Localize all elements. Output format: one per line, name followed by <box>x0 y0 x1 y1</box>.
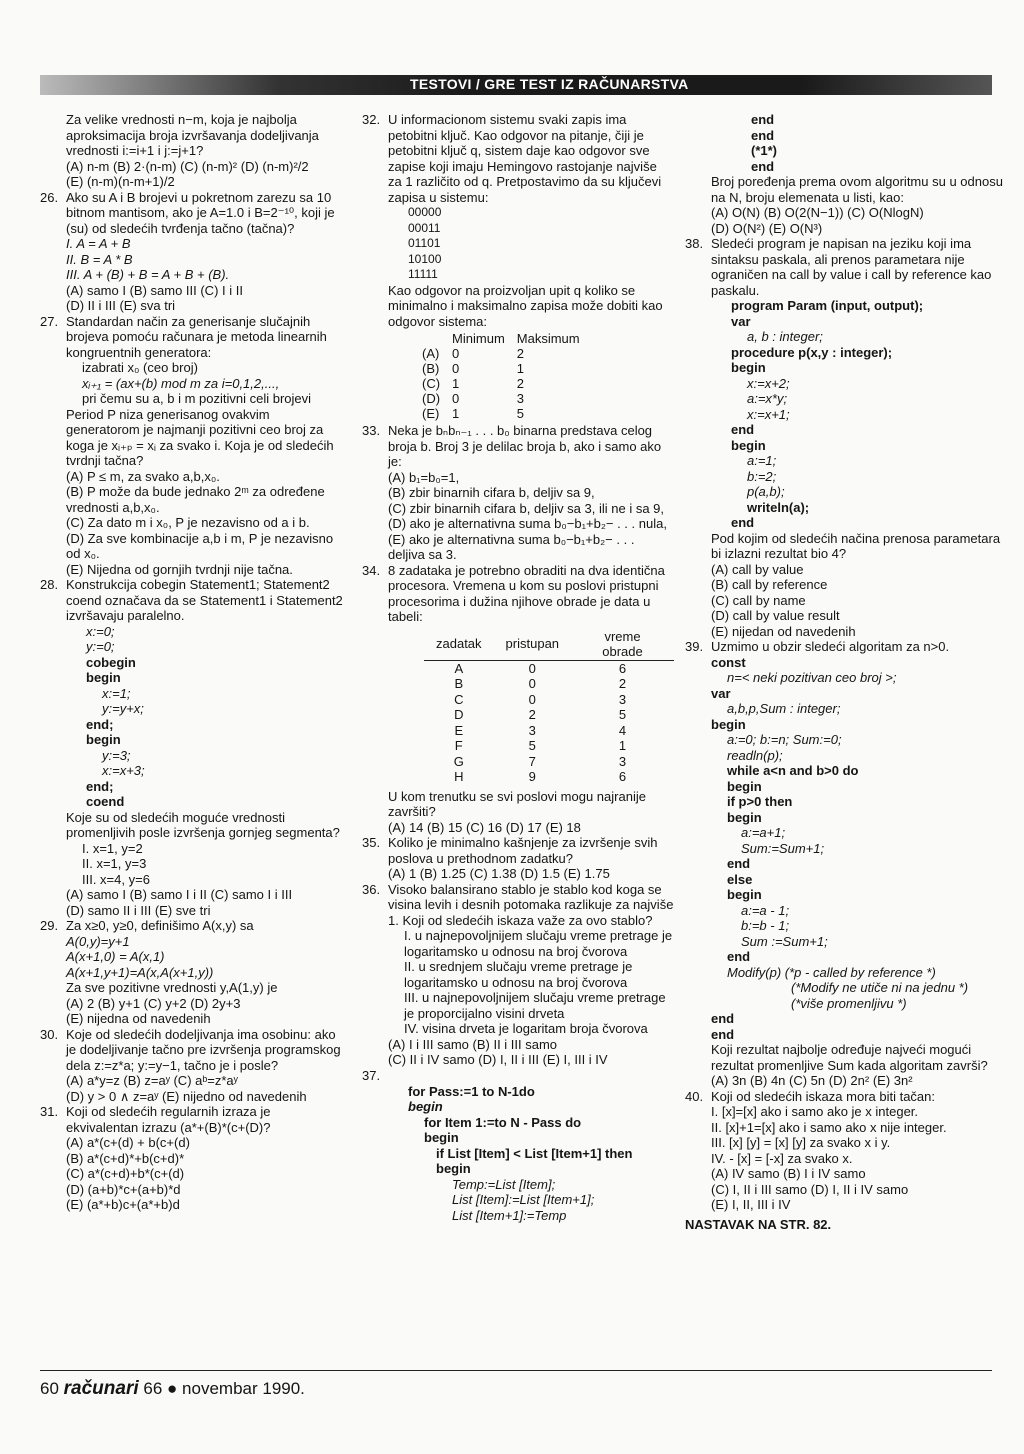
table-row: E 3 4 <box>454 722 627 738</box>
question-number: 34. <box>362 562 381 578</box>
question-number: 32. <box>362 112 381 127</box>
continued-note: NASTAVAK NA STR. 82. <box>685 1216 832 1232</box>
column-1 <box>40 112 345 1213</box>
table-row: (B) 0 1 <box>422 361 525 376</box>
question-39: 39. Uzmimo u obzir sledeći algoritam za n>0. const n=< neki pozitivan ceo broj >; var a,b,p,Sum : integer; begin a:=0; b:=n; Sum:=0; readln(p); while a<n and b>0 do begin if p>0 then begin a:=a+1; Sum:=Sum+1; end else begin a:=a - 1; b:=b - 1; Sum :=Sum+1; end Modify(p) (*p - called by reference *) (*Modify ne utiče ni na jednu *) (*više promenljivu *) end end Koji rezultat najbolje određuje najveći mogući rezultat promenljive Sum kada algoritam završi? (A) 3n (B) 4n (C) 5n (D) 2n² (E) 3n² <box>685 639 1007 1089</box>
question-number: 33. <box>362 423 381 438</box>
question-38: 38. Sledeći program je napisan na jeziku koji ima sintaksu paskala, ali prenos parametara nije ograničen na call by value i call by reference kao paskalu. program Param (input, output); var a, b : integer; procedure p(x,y : integer); begin x:=x+2; a:=x*y; x:=x+1; end begin a:=1; b:=2; p(a,b); writeln(a); end Pod kojim od sledećih načina prenosa parametara bi izlazni rezultat bio 4? (A) call by value (B) call by reference (C) call by name (D) call by value result (E) nijedan od navedenih <box>685 236 1007 639</box>
code-block: const n=< neki pozitivan ceo broj >; var a,b,p,Sum : integer; begin a:=0; b:=n; Sum:=0; readln(p); while a<n and b>0 do begin if p>0 then begin a:=a+1; Sum:=Sum+1; end else begin a:=a - 1; b:=b - 1; Sum :=Sum+1; end Modify(p) (*p - called by reference *) (*Modify ne utiče ni na jednu *) (*više promenljivu *) end end <box>711 654 969 1042</box>
question-number: 29. <box>40 918 59 933</box>
column-3 <box>685 112 1007 1232</box>
issue-number: 66 <box>143 1379 163 1398</box>
question-25-tail: Za velike vrednosti n−m, koja je najbolja aproksimacija broja izvršavanja dodeljivanja vrednosti i:=i+1 i j:=j+1? (A) n-m (B) 2·(n-m) (C) (n-m)² (D) (n-m)²/2 (E) (n-m)(n-m+1)/2 <box>66 112 319 189</box>
code-block: for Pass:=1 to N-1do begin for Item 1:=to N - Pass do begin if List [Item] < List [Item+1] then begin Temp:=List [Item]; List [Item]:=List [Item+1]; List [Item+1]:=Temp <box>408 1083 633 1223</box>
footer-rule <box>40 1370 992 1371</box>
table-row: (C) 1 2 <box>422 376 525 391</box>
task-table <box>424 629 674 785</box>
bullet-icon: ● <box>167 1379 178 1398</box>
table-row: A 0 6 <box>454 660 627 676</box>
question-number: 37. <box>362 1067 381 1083</box>
question-27: 27. Standardan način za generisanje slučajnih brojeva pomoću računara je metoda linearnih kongruentnih generatora: izabrati x₀ (ceo broj) xᵢ₊₁ = (ax+(b) mod m za i=0,1,2,..., pri čemu su a, b i m pozitivni celi brojevi Period P niza generisanog ovakvim generatorom je najmanji pozitivni ceo broj za koga je xᵢ₊ₚ = xᵢ za svako i. Koja je od sledećih tvrdnji tačna? (A) P ≤ m, za svako a,b,x₀. (B) P može da bude jednako 2ᵐ za određene vrednosti a,b,x₀. (C) Za dato m i x₀, P je nezavisno od a i b. (D) Za sve kombinacije a,b i m, P je nezavisno od x₀. (E) Nijedna od gornjih tvrdnji nije tačna. <box>40 313 334 577</box>
question-29: 29. Za x≥0, y≥0, definišimo A(x,y) sa A(0,y)=y+1 A(x+1,0) = A(x,1) A(x+1,y+1)=A(x,A(x+1,y)) Za sve pozitivne vrednosti y,A(1,y) je (A) 2 (B) y+1 (C) y+2 (D) 2y+3 (E) nijedna od navedenih <box>40 918 278 1026</box>
question-26: 26. Ako su A i B brojevi u pokretnom zarezu sa 10 bitnom mantisom, ako je A=1.0 i B=2⁻¹⁰, koji je (su) od sledećih tvrđenja tačno (tačna)? I. A = A + B II. B = A * B III. A + (B) + B = A + B + (B). (A) samo I (B) samo III (C) I i II (D) II i III (E) sva tri <box>40 189 335 313</box>
question-33: 33. Neka je bₙbₙ₋₁ . . . b₀ binarna predstava celog broja b. Broj 3 je delilac broja b, ako i samo ako je: (A) b₁=b₀=1, (B) zbir binarnih cifara b, deljiv sa 9, (C) zbir binarnih cifara b, deljiv sa 3, ili ne i sa 9, (D) ako je alternativna suma b₀−b₁+b₂− . . . nula, (E) ako je alternativna suma b₀−b₁+b₂− . . . deljiva sa 3. <box>362 423 667 562</box>
question-28: 28. Konstrukcija cobegin Statement1; Statement2 coend označava da se Statement1 i Statement2 izvršavaju paralelno. x:=0; y:=0; cobegin begin x:=1; y:=y+x; end; begin y:=3; x:=x+3; end; coend Koje su od sledećih moguće vrednosti promenljivih posle izvršenja gornjeg segmenta? I. x=1, y=2 II. x=1, y=3 III. x=4, y=6 (A) samo I (B) samo I i II (C) samo I i III (D) samo II i III (E) sve tri <box>40 577 345 918</box>
question-number: 39. <box>685 639 704 654</box>
question-34: 34. 8 zadataka je potrebno obraditi na dva identična procesora. Vremena u kom su poslovi pristupni procesorima i dužina njihove obrade je data u tabeli: zadatak pristupan vreme obrade A 0 6 B 0 2 C 0 3 D 2 5 E 3 4 F 5 1 G 7 3 H 9 6 U kom trenutku se svi poslovi mogu najranije završiti? (A) 14 (B) 15 (C) 16 (D) 17 (E) 18 <box>362 563 674 836</box>
question-32: 32. U informacionom sistemu svaki zapis ima petobitni ključ. Kao odgovor na pitanje, čiji je petobitni ključ q, sistem daje kao odgovor sve zapise koji imaju Hemingovo rastojanje najviše za 1 različito od q. Pretpostavimo da su ključevi zapisa u sistemu: 00000 00011 01101 10100 11111 Kao odgovor na proizvoljan upit q koliko se minimalno i maksimalno zapisa može dobiti kao odgovor sistema: Minimum Maksimum (A) 0 2 (B) 0 1 (C) 1 2 (D) 0 3 (E) 1 5 <box>362 112 674 421</box>
question-40: 40. Koji od sledećih iskaza mora biti tačan: I. [x]=[x] ako i samo ako je x integer. II. [x]+1=[x] ako i samo ako x nije integer. III. [x] [y] = [x] [y] za svako x i y. IV. - [x] = [-x] za svako x. (A) IV samo (B) I i IV samo (C) I, II i III samo (D) I, II i IV samo (E) I, II, III i IV <box>685 1088 947 1212</box>
column-2 <box>362 112 674 1223</box>
table-row: D 2 5 <box>454 707 627 722</box>
question-37-continued: end end (*1*) end Broj poređenja prema ovom algoritmu su u odnosu na N, broju elemenata u listi, kao: (A) O(N) (B) O(2(N−1)) (C) O(NlogN) (D) O(N²) (E) O(N³) <box>711 112 1003 236</box>
key-list: 00000 00011 01101 10100 11111 <box>408 205 442 281</box>
table-row: (D) 0 3 <box>422 391 525 406</box>
page-number: 60 <box>40 1379 59 1398</box>
question-number: 35. <box>362 835 381 850</box>
question-37 <box>362 1068 674 1224</box>
header-title: TESTOVI / GRE TEST IZ RAČUNARSTVA <box>410 76 689 92</box>
min-max-table <box>416 331 586 421</box>
table-row: C 0 3 <box>454 691 627 707</box>
code-block: program Param (input, output); var a, b : integer; procedure p(x,y : integer); begin x:=x+2; a:=x*y; x:=x+1; end begin a:=1; b:=2; p(a,b); writeln(a); end <box>731 298 924 530</box>
table-row: G 7 3 <box>453 753 627 769</box>
question-number: 27. <box>40 313 59 329</box>
question-30: 30. Koje od sledećih dodeljivanja ima osobinu: ako je dodeljivanje tačno pre izvršenja programskog dela z:=z*a; y:=y−1, tačno je i posle? (A) a*y=z (B) z=aʸ (C) aᵇ=z*aʸ (D) y > 0 ∧ z=aʸ (E) nijedno od navedenih <box>40 1026 341 1104</box>
page-footer <box>40 1378 305 1400</box>
question-number: 40. <box>685 1088 704 1104</box>
table-row: F 5 1 <box>454 738 627 753</box>
question-36: 36. Visoko balansirano stablo je stablo kod koga se visina levih i desnih potomaka razlikuje za najviše 1. Koji od sledećih iskaza važe za ovo stablo? I. u najnepovoljnijem slučaju vreme pretrage je logaritamsko u odnosu na broj čvorova II. u srednjem slučaju vreme pretrage je logaritamsko u odnosu na broj čvorova III. u najnepovoljnijem slučaju vreme pretrage je proporcijalno visini drveta IV. visina drveta je logaritam broja čvorova (A) I i III samo (B) II i III samo (C) II i IV samo (D) I, II i III (E) I, III i IV <box>362 881 674 1067</box>
header-banner <box>40 75 992 95</box>
issue-date: novembar 1990. <box>182 1379 305 1398</box>
magazine-logo: računari <box>63 1378 139 1399</box>
table-row: (A) 0 2 <box>422 346 525 361</box>
table-row: B 0 2 <box>454 676 627 691</box>
table-row: H 9 6 <box>454 769 627 784</box>
table-header: Minimum Maksimum <box>452 331 580 346</box>
question-31: 31. Koji od sledećih regularnih izraza je ekvivalentan izrazu (a*+(B)*(c+(D)? (A) a*(c+(d) + b(c+(d) (B) a*(c+d)*+b(c+d)* (C) a*(c+d)+b*(c+(d) (D) (a+b)*c+(a+b)*d (E) (a*+b)c+(a*+b)d <box>40 1104 271 1212</box>
question-number: 36. <box>362 881 381 897</box>
table-row: (E) 1 5 <box>422 406 525 421</box>
question-35: 35. Koliko je minimalno kašnjenje za izvršenje svih poslova u prethodnom zadatku? (A) 1 (B) 1.25 (C) 1.38 (D) 1.5 (E) 1.75 <box>362 835 658 881</box>
question-number: 30. <box>40 1026 59 1042</box>
question-number: 28. <box>40 577 59 592</box>
table-header: zadatak pristupan vreme obrade <box>424 629 674 661</box>
question-number: 38. <box>685 236 704 251</box>
question-number: 26. <box>40 189 59 205</box>
code-block: x:=0; y:=0; cobegin begin x:=1; y:=y+x; end; begin y:=3; x:=x+3; end; coend <box>86 623 145 809</box>
question-number: 31. <box>40 1104 59 1119</box>
